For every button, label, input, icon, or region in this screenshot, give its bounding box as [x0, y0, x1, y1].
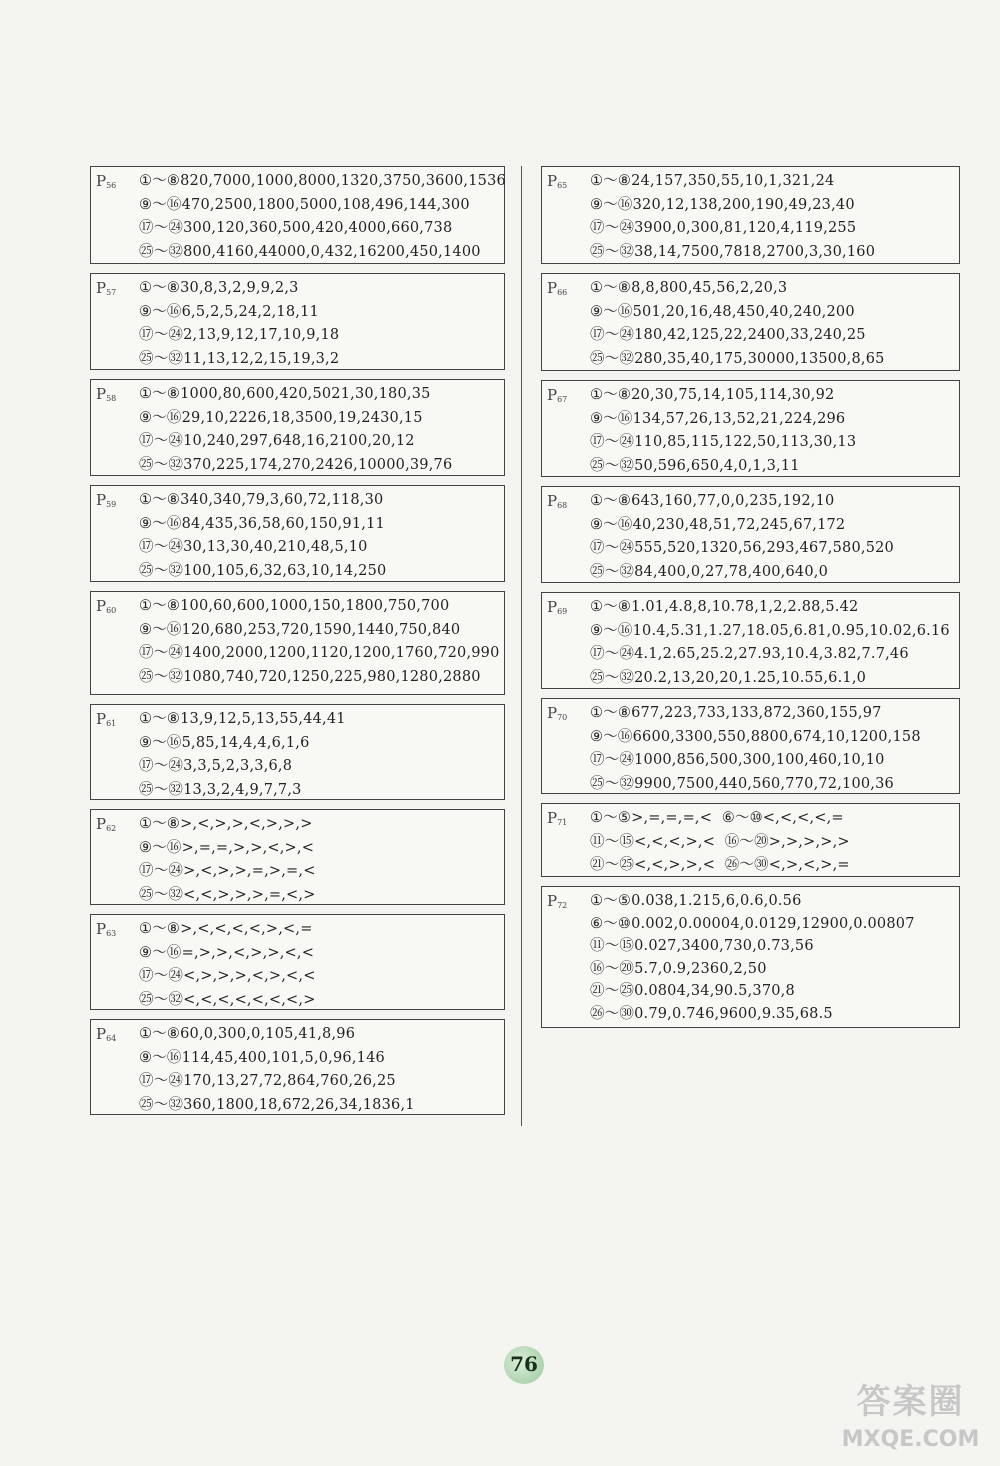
- answer-line: ⑰～㉔170,13,27,72,864,760,26,25: [139, 1073, 396, 1090]
- answer-line: ㉕～㉜11,13,12,2,15,19,3,2: [139, 351, 340, 368]
- page-label-letter: P: [96, 172, 107, 190]
- answer-box-p69: [541, 592, 960, 689]
- page-label-letter: P: [547, 892, 558, 910]
- answer-box-p67: [541, 380, 960, 477]
- answer-box-p62: [90, 809, 505, 905]
- page-label-number: 56: [106, 181, 117, 190]
- page-label: [96, 920, 116, 938]
- page-label-number: 66: [557, 288, 568, 297]
- answer-line: ⑨～⑯320,12,138,200,190,49,23,40: [590, 196, 855, 213]
- answer-box-p64: [90, 1019, 505, 1115]
- page-label-number: 70: [557, 713, 568, 722]
- answer-line: ⑰～㉔555,520,1320,56,293,467,580,520: [590, 540, 894, 557]
- answer-line: ⑰～㉔2,13,9,12,17,10,9,18: [139, 327, 340, 344]
- page-label-letter: P: [96, 491, 107, 509]
- page-label: [96, 279, 116, 297]
- answer-line: ⑨～⑯>,=,=,>,>,<,>,<: [139, 839, 315, 856]
- page-label-number: 64: [106, 1034, 117, 1043]
- page-label: [96, 491, 116, 509]
- answer-line: ㉕～㉜<,<,>,>,>,=,<,>: [139, 887, 316, 904]
- page-label: [96, 385, 116, 403]
- answer-line: ⑯～⑳5.7,0.9,2360,2,50: [590, 960, 767, 977]
- answer-line: ⑨～⑯10.4,5.31,1.27,18.05,6.81,0.95,10.02,6.16: [590, 622, 950, 639]
- page-label: [96, 710, 116, 728]
- answer-line: ⑨～⑯40,230,48,51,72,245,67,172: [590, 516, 846, 533]
- answer-line: ⑨～⑯6,5,2,5,24,2,18,11: [139, 303, 319, 320]
- answer-box-p56: [90, 166, 505, 264]
- answer-line: ①～⑧20,30,75,14,105,114,30,92: [590, 387, 835, 403]
- answer-line: ⑰～㉔10,240,297,648,16,2100,20,12: [139, 433, 415, 450]
- page-label-number: 63: [106, 929, 117, 938]
- page-number: 76: [510, 1352, 538, 1376]
- page-label-letter: P: [96, 920, 107, 938]
- answer-line: ㉕～㉜800,4160,44000,0,432,16200,450,1400: [139, 244, 481, 261]
- answer-line: ㉕～㉜<,<,<,<,<,<,<,>: [139, 992, 316, 1009]
- answer-line: ㉕～㉜38,14,7500,7818,2700,3,30,160: [590, 244, 876, 261]
- watermark-url: MXQE.COM: [841, 1427, 980, 1452]
- page-label-letter: P: [96, 385, 107, 403]
- page-label-number: 69: [557, 607, 568, 616]
- right-answer-column: [541, 166, 960, 1037]
- answer-line: ⑥～⑩0.002,0.00004,0.0129,12900,0.00807: [590, 915, 915, 932]
- answer-line: ⑰～㉔1000,856,500,300,100,460,10,10: [590, 752, 885, 769]
- answer-box-p57: [90, 273, 505, 370]
- answer-line: ⑨～⑯470,2500,1800,5000,108,496,144,300: [139, 196, 470, 213]
- page-label: [547, 279, 567, 297]
- answer-line: ①～⑧8,8,800,45,56,2,20,3: [590, 280, 788, 296]
- page-label-number: 60: [106, 606, 117, 615]
- answer-line: ⑨～⑯114,45,400,101,5,0,96,146: [139, 1049, 385, 1066]
- page-label-letter: P: [96, 1025, 107, 1043]
- answer-line: ⑰～㉔4.1,2.65,25.2,27.93,10.4,3.82,7.7,46: [590, 646, 909, 663]
- answer-box-p71: [541, 803, 960, 877]
- page-label-number: 67: [557, 395, 568, 404]
- answer-line: ㉕～㉜1080,740,720,1250,225,980,1280,2880: [139, 669, 481, 686]
- answer-line: ⑰～㉔110,85,115,122,50,113,30,13: [590, 434, 857, 451]
- answer-line: ①～⑧13,9,12,5,13,55,44,41: [139, 711, 346, 727]
- answer-line: ⑪～⑮0.027,3400,730,0.73,56: [590, 938, 814, 954]
- answer-line: ①～⑧100,60,600,1000,150,1800,750,700: [139, 598, 450, 614]
- answer-line: ⑰～㉔300,120,360,500,420,4000,660,738: [139, 220, 453, 237]
- answer-line: ①～⑧30,8,3,2,9,9,2,3: [139, 280, 299, 296]
- page-label: [547, 386, 567, 404]
- page-label: [547, 492, 567, 510]
- answer-line: ㉕～㉜360,1800,18,672,26,34,1836,1: [139, 1097, 415, 1114]
- answer-box-p72: [541, 886, 960, 1028]
- page-label-letter: P: [96, 597, 107, 615]
- answer-box-p60: [90, 591, 505, 695]
- answer-line: ①～⑤0.038,1.215,6,0.6,0.56: [590, 893, 802, 909]
- answer-line: ①～⑧820,7000,1000,8000,1320,3750,3600,1536: [139, 173, 506, 189]
- answer-line: ①～⑧340,340,79,3,60,72,118,30: [139, 492, 384, 508]
- answer-line: ⑰～㉔<,>,>,>,<,>,<,<: [139, 968, 316, 985]
- answer-line: ㉖～㉚0.79,0.746,9600,9.35,68.5: [590, 1005, 833, 1022]
- page-label-letter: P: [547, 172, 558, 190]
- page-label-letter: P: [547, 386, 558, 404]
- answer-line: ⑨～⑯29,10,2226,18,3500,19,2430,15: [139, 409, 423, 426]
- page-label-letter: P: [547, 279, 558, 297]
- page-label: [96, 597, 116, 615]
- page-label-letter: P: [547, 598, 558, 616]
- page-label-number: 57: [106, 288, 117, 297]
- page-label: [547, 172, 567, 190]
- answer-box-p68: [541, 486, 960, 583]
- page-label-number: 58: [106, 394, 117, 403]
- answer-box-p63: [90, 914, 505, 1010]
- page-label: [96, 172, 116, 190]
- page-label: [547, 598, 567, 616]
- answer-line: ⑨～⑯=,>,>,<,>,>,<,<: [139, 944, 315, 961]
- page-label: [96, 1025, 116, 1043]
- answer-line: ①～⑧1.01,4.8,8,10.78,1,2,2.88,5.42: [590, 599, 859, 615]
- answer-line: ①～⑧>,<,<,<,<,>,<,=: [139, 921, 313, 937]
- answer-box-p58: [90, 379, 505, 476]
- page-label: [547, 809, 567, 827]
- answer-line: ①～⑧677,223,733,133,872,360,155,97: [590, 705, 882, 721]
- left-answer-column: [90, 166, 505, 1124]
- page-label-number: 65: [557, 181, 568, 190]
- answer-line: ㉕～㉜13,3,2,4,9,7,7,3: [139, 782, 302, 799]
- answer-line: ①～⑧60,0,300,0,105,41,8,96: [139, 1026, 356, 1042]
- answer-line: ①～⑧643,160,77,0,0,235,192,10: [590, 493, 835, 509]
- page-label-number: 62: [106, 824, 117, 833]
- page-label: [96, 815, 116, 833]
- answer-box-p61: [90, 704, 505, 800]
- answer-line: ㉕～㉜100,105,6,32,63,10,14,250: [139, 563, 387, 580]
- answer-line: ⑨～⑯5,85,14,4,4,6,1,6: [139, 734, 310, 751]
- answer-line: ㉕～㉜370,225,174,270,2426,10000,39,76: [139, 457, 453, 474]
- answer-line: ⑪～⑮<,<,<,>,< ⑯～⑳>,>,>,>,>: [590, 833, 850, 850]
- answer-line: ⑰～㉔180,42,125,22,2400,33,240,25: [590, 327, 866, 344]
- answer-line: ①～⑧1000,80,600,420,5021,30,180,35: [139, 386, 431, 402]
- page-label-letter: P: [547, 704, 558, 722]
- page-label-letter: P: [547, 492, 558, 510]
- answer-line: ⑰～㉔1400,2000,1200,1120,1200,1760,720,990: [139, 645, 500, 662]
- column-divider: [521, 166, 522, 1126]
- answer-line: ⑰～㉔3,3,5,2,3,3,6,8: [139, 758, 293, 775]
- site-watermark: [828, 1378, 993, 1466]
- answer-line: ①～⑤>,=,=,=,< ⑥～⑩<,<,<,<,=: [590, 810, 844, 826]
- page-label-number: 61: [106, 719, 117, 728]
- answer-box-p70: [541, 698, 960, 794]
- answer-line: ㉕～㉜50,596,650,4,0,1,3,11: [590, 458, 800, 475]
- answer-line: ㉕～㉜84,400,0,27,78,400,640,0: [590, 564, 828, 581]
- answer-line: ㉕～㉜20.2,13,20,20,1.25,10.55,6.1,0: [590, 670, 867, 687]
- watermark-logo-text: 答案圈: [856, 1382, 965, 1422]
- answer-line: ⑨～⑯6600,3300,550,8800,674,10,1200,158: [590, 728, 921, 745]
- answer-line: ㉑～㉕0.0804,34,90.5,370,8: [590, 983, 795, 999]
- answer-line: ⑰～㉔30,13,30,40,210,48,5,10: [139, 539, 368, 556]
- answer-line: ①～⑧>,<,>,>,<,>,>,>: [139, 816, 313, 832]
- answer-line: ⑨～⑯134,57,26,13,52,21,224,296: [590, 410, 846, 427]
- answer-line: ⑨～⑯501,20,16,48,450,40,240,200: [590, 303, 855, 320]
- answer-line: ㉑～㉕<,<,>,>,< ㉖～㉚<,>,<,>,=: [590, 857, 850, 874]
- page-label-letter: P: [96, 279, 107, 297]
- answer-line: ⑨～⑯120,680,253,720,1590,1440,750,840: [139, 621, 461, 638]
- page-label: [547, 892, 567, 910]
- answer-line: ⑰～㉔>,<,>,>,=,>,=,<: [139, 863, 316, 880]
- answer-line: ①～⑧24,157,350,55,10,1,321,24: [590, 173, 835, 189]
- page-label-number: 68: [557, 501, 568, 510]
- answer-line: ⑰～㉔3900,0,300,81,120,4,119,255: [590, 220, 857, 237]
- page-label-letter: P: [547, 809, 558, 827]
- page-label-number: 59: [106, 500, 117, 509]
- answer-box-p65: [541, 166, 960, 264]
- page-number-badge: [498, 1342, 550, 1386]
- answer-box-p59: [90, 485, 505, 582]
- page-label-letter: P: [96, 710, 107, 728]
- page-label: [547, 704, 567, 722]
- answer-box-p66: [541, 273, 960, 371]
- page-label-number: 72: [557, 901, 568, 910]
- answer-line: ㉕～㉜9900,7500,440,560,770,72,100,36: [590, 776, 894, 793]
- answer-line: ⑨～⑯84,435,36,58,60,150,91,11: [139, 515, 385, 532]
- answer-line: ㉕～㉜280,35,40,175,30000,13500,8,65: [590, 351, 885, 368]
- page-label-letter: P: [96, 815, 107, 833]
- page-label-number: 71: [557, 818, 568, 827]
